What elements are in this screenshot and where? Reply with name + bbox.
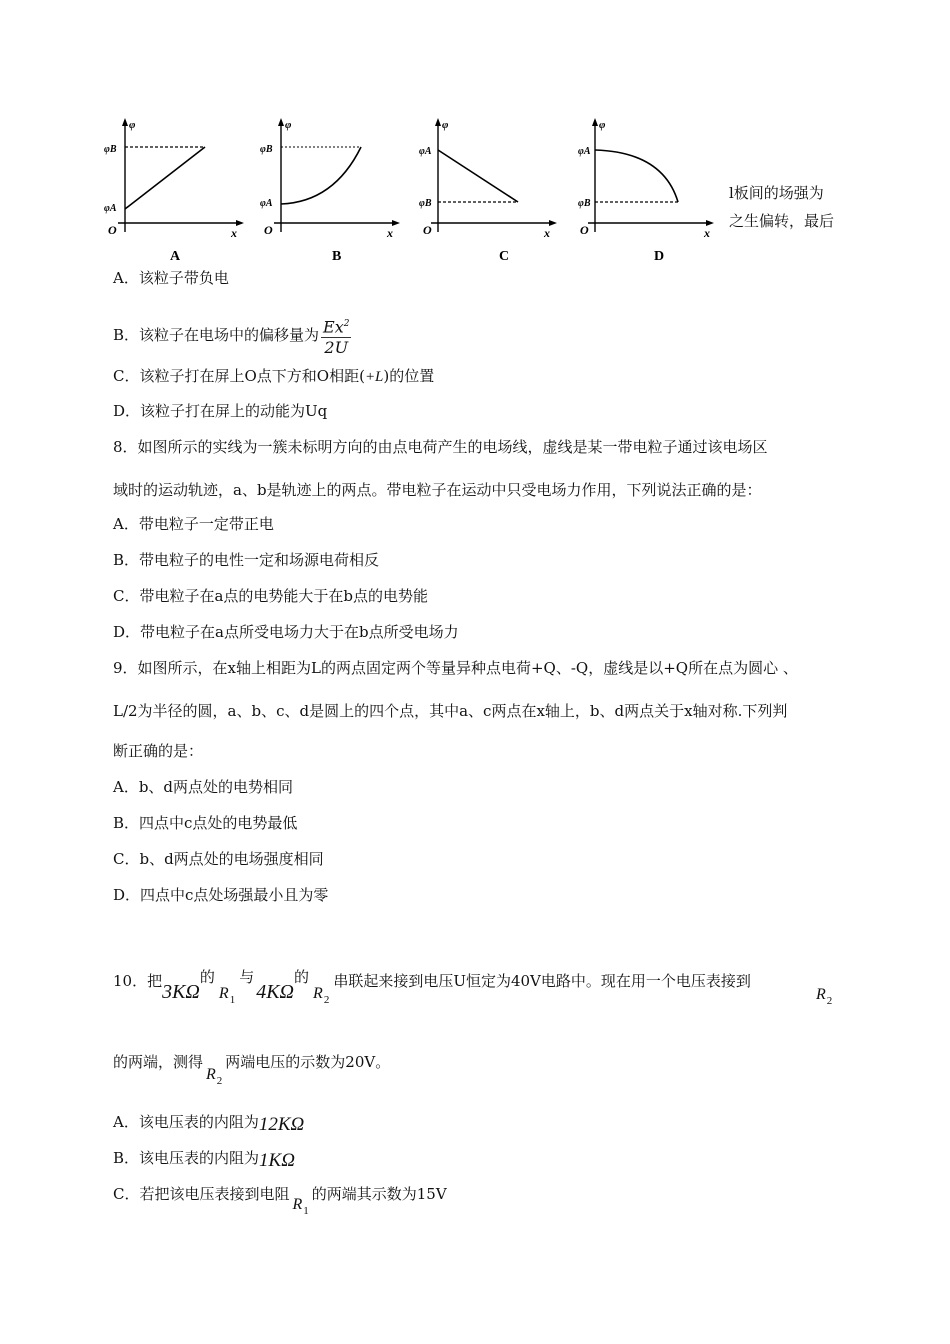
graph-a bbox=[98, 112, 248, 262]
q10-option-a bbox=[113, 1112, 305, 1135]
r2-symbol: $R_2$ bbox=[313, 985, 330, 1006]
q8-stem-line-2: 域时的运动轨迹，a、b是轨迹上的两点。带电粒子在运动中只受电场力作用，下列说法正确的是： bbox=[113, 481, 762, 499]
q10-stem-line-1 bbox=[113, 968, 751, 1006]
q10-option-a-text: A．该电压表的内阻为 bbox=[113, 1113, 259, 1131]
graph-c bbox=[411, 112, 561, 262]
q7-option-b-text: B．该粒子在电场中的偏移量为 bbox=[113, 326, 320, 345]
fraction-denominator: 2U bbox=[324, 338, 349, 358]
q7-option-a: A．该粒子带负电 bbox=[113, 269, 229, 287]
axis-x-label: x bbox=[704, 226, 710, 240]
origin-label: O bbox=[580, 223, 589, 237]
q10-text: 的 bbox=[294, 968, 310, 986]
axis-x-label: x bbox=[544, 226, 550, 240]
q10-option-a-value: 12KΩ bbox=[258, 1114, 305, 1135]
graph-letter: C bbox=[499, 249, 510, 262]
q8-option-d: D．带电粒子在a点所受电场力大于在b点所受电场力 bbox=[113, 623, 459, 641]
graph-letter: A bbox=[170, 249, 181, 262]
fraction-numerator: Ex bbox=[323, 317, 344, 337]
y-mid-label: φB bbox=[578, 198, 591, 209]
q8-option-a: A．带电粒子一定带正电 bbox=[113, 515, 274, 533]
q9-option-b: B．四点中c点处的电势最低 bbox=[113, 814, 298, 832]
r1-symbol: $R_1$ bbox=[218, 985, 236, 1006]
q8-stem-line-1: 8．如图所示的实线为一簇未标明方向的由点电荷产生的电场线，虚线是某一带电粒子通过该电场区 bbox=[113, 438, 768, 456]
graph-letter: D bbox=[654, 249, 665, 262]
axis-x-label: x bbox=[387, 226, 393, 240]
q7-option-b bbox=[113, 314, 351, 358]
origin-label: O bbox=[108, 223, 117, 237]
q9-option-d: D．四点中c点处场强最小且为零 bbox=[113, 886, 329, 904]
fraction-exponent: 2 bbox=[343, 319, 350, 329]
q7-option-c bbox=[113, 366, 434, 387]
q10-option-b-text: B．该电压表的内阻为 bbox=[113, 1149, 260, 1167]
q10-text: 与 bbox=[239, 968, 255, 986]
r2-symbol: $R_2$ bbox=[206, 1066, 223, 1087]
offset-fraction bbox=[321, 314, 351, 358]
y-mid-label: φB bbox=[419, 198, 432, 209]
clipped-text-line-1: l板间的场强为 bbox=[729, 184, 824, 202]
r1-value: 3KΩ bbox=[162, 981, 200, 1003]
q10-option-c-text: C．若把该电压表接到电阻 bbox=[113, 1185, 290, 1203]
q10-text: 的 bbox=[199, 968, 215, 986]
y-top-label: φB bbox=[260, 144, 273, 155]
q10-text: 10．把 bbox=[113, 972, 163, 990]
axis-y-label: φ bbox=[129, 119, 136, 131]
q8-option-c: C．带电粒子在a点的电势能大于在b点的电势能 bbox=[113, 587, 429, 605]
q10-option-b bbox=[113, 1148, 295, 1171]
r2-symbol-end: $R_2$ bbox=[816, 986, 833, 1007]
q9-stem-line-3: 断正确的是： bbox=[113, 742, 204, 760]
q10-option-b-value: 1KΩ bbox=[259, 1150, 295, 1171]
axis-x-label: x bbox=[231, 226, 237, 240]
axis-y-label: φ bbox=[285, 119, 292, 131]
q7-option-c-suffix: )的位置 bbox=[383, 367, 435, 385]
y-mid-label: φA bbox=[104, 203, 117, 214]
q9-stem-line-2: L/2为半径的圆，a、b、c、d是圆上的四个点，其中a、c两点在x轴上，b、d两点关于x轴对称.下列判 bbox=[113, 702, 788, 720]
r1-symbol: $R_1$ bbox=[292, 1196, 309, 1217]
graph-d bbox=[568, 112, 718, 262]
q9-option-c: C．b、d两点处的电场强度相同 bbox=[113, 850, 324, 868]
y-top-label: φA bbox=[419, 146, 432, 157]
q10-option-c-suffix: 的两端其示数为15V bbox=[311, 1185, 447, 1203]
y-top-label: φB bbox=[104, 144, 117, 155]
q7-option-c-math: +L bbox=[364, 369, 384, 385]
graph-b bbox=[254, 112, 404, 262]
q10-option-c bbox=[113, 1184, 447, 1217]
axis-y-label: φ bbox=[599, 119, 606, 131]
axis-y-label: φ bbox=[442, 119, 449, 131]
q8-option-b: B．带电粒子的电性一定和场源电荷相反 bbox=[113, 551, 380, 569]
q7-option-c-prefix: C．该粒子打在屏上O点下方和O相距( bbox=[113, 367, 365, 385]
origin-label: O bbox=[264, 223, 273, 237]
clipped-text-line-2: 之生偏转，最后 bbox=[729, 212, 835, 230]
q7-option-d: D．该粒子打在屏上的动能为Uq bbox=[113, 402, 328, 420]
q10-text: 串联起来接到电压U恒定为40V电路中。现在用一个电压表接到 bbox=[333, 972, 751, 990]
origin-label: O bbox=[423, 223, 432, 237]
y-top-label: φA bbox=[578, 146, 591, 157]
q10-text: 的两端，测得 bbox=[113, 1053, 204, 1071]
q9-option-a: A．b、d两点处的电势相同 bbox=[113, 778, 294, 796]
y-mid-label: φA bbox=[260, 198, 273, 209]
q9-stem-line-1: 9．如图所示，在x轴上相距为L的两点固定两个等量异种点电荷+Q、-Q，虚线是以+Q所在点为圆心 、 bbox=[113, 659, 798, 677]
q10-stem-line-2 bbox=[113, 1052, 391, 1087]
graph-letter: B bbox=[332, 249, 342, 262]
q10-text: 两端电压的示数为20V。 bbox=[225, 1053, 391, 1071]
r2-value: 4KΩ bbox=[256, 981, 295, 1003]
